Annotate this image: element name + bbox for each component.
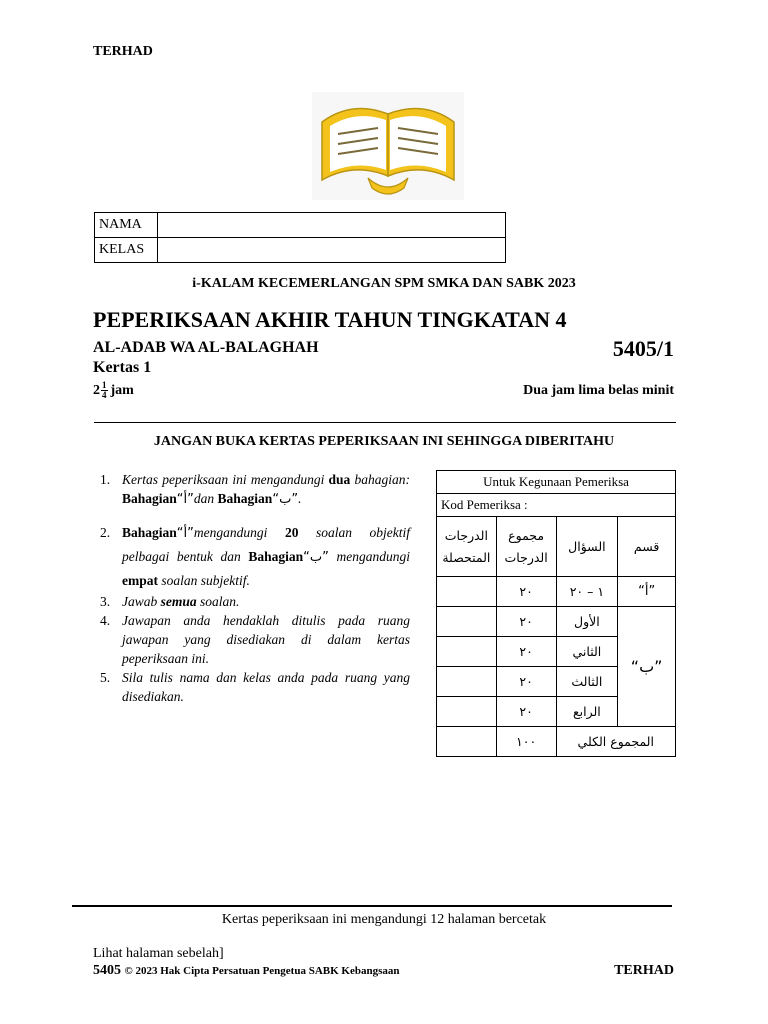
paper-number: Kertas 1 [93,359,152,376]
instruction-emphasis: dua [328,472,351,487]
instruction-text: Kertas peperiksaan ini mengandungi [122,472,329,487]
question-cell: الثالث [556,667,618,697]
duration-hours [93,381,134,400]
total-marks-cell: ٢٠ [496,577,556,607]
instruction-emphasis: Bahagian [217,491,273,506]
instruction-number: 1. [100,472,111,487]
total-marks-cell: ٢٠ [496,607,556,637]
paper-code: 5405/1 [612,336,674,361]
divider-bottom [72,905,672,907]
instruction-text: bahagian: [350,472,411,487]
instruction-item [96,592,410,611]
section-letter-ba: “ب” [272,492,299,507]
section-cell-a: “أ” [618,577,676,607]
instruction-number: 2. [100,525,111,540]
examiner-table-title: Untuk Kegunaan Pemeriksa [437,471,676,494]
instruction-emphasis: Bahagian [122,491,177,506]
warning-text: JANGAN BUKA KERTAS PEPERIKSAAN INI SEHINGGA DIBERITAHU [153,434,615,449]
examiner-table [436,470,676,757]
question-cell: الثاني [556,637,618,667]
section-letter-alif: “أ” [176,492,194,507]
footer-paper-code: 5405 [93,963,121,978]
candidate-info-table [94,212,506,263]
instruction-text: mengandungi [328,549,410,564]
duration-words: Dua jam lima belas minit [523,383,674,398]
instruction-text: soalan. [196,594,240,609]
header-marks-obtained: الدرجات المتحصلة [437,517,497,577]
instruction-emphasis: Bahagian [248,549,304,564]
class-field[interactable] [158,238,506,263]
divider-top [94,422,676,423]
instructions-list [96,470,410,706]
class-label: KELAS [95,238,158,263]
question-cell: الأول [556,607,618,637]
instruction-text: Sila tulis nama dan kelas anda pada ruang yang disediakan. [122,670,410,704]
instruction-item [96,470,410,509]
duration-numerator: 1 [102,380,107,390]
section-letter-ba: “ب” [303,550,329,565]
classification-label-bottom: TERHAD [614,963,674,978]
marks-cell[interactable] [437,697,497,727]
copyright-text: © 2023 Hak Cipta Persatuan Pengetua SABK Kebangsaan [124,965,400,977]
question-cell: الرابع [556,697,618,727]
total-marks-cell: ٢٠ [496,667,556,697]
instruction-text: . [298,491,302,506]
next-page-note: Lihat halaman sebelah] [93,946,224,961]
name-label: NAMA [95,213,158,238]
grand-total-value: ١٠٠ [496,727,556,757]
instruction-number: 4. [100,613,111,628]
competition-title: i-KALAM KECEMERLANGAN SPM SMKA DAN SABK 2023 [192,276,576,291]
total-marks-cell: ٢٠ [496,697,556,727]
examiner-code-label: Kod Pemeriksa : [441,497,528,512]
marks-cell[interactable] [437,667,497,697]
marks-cell[interactable] [437,607,497,637]
instruction-emphasis: Bahagian [122,525,177,540]
page-count-text: Kertas peperiksaan ini mengandungi 12 halaman bercetak [221,912,547,927]
instruction-item [96,521,410,592]
section-cell-b: “ب” [618,607,676,727]
classification-label-top: TERHAD [93,44,153,59]
instruction-text: Jawapan anda hendaklah ditulis pada ruang jawapan yang disediakan di dalam kertas peperiksaan ini. [122,613,410,666]
marks-cell[interactable] [437,637,497,667]
instruction-item [96,668,410,706]
grand-total-label: المجموع الكلي [556,727,676,757]
instruction-emphasis: 20 [284,525,299,540]
duration-whole: 2 [93,382,100,398]
instruction-item [96,611,410,668]
section-letter-alif: “أ” [176,526,194,541]
marks-cell[interactable] [437,577,497,607]
instruction-text: mengandungi [193,525,285,540]
duration-unit: jam [110,382,134,398]
instruction-emphasis: empat [122,573,158,588]
instruction-text: dan [193,491,218,506]
question-cell: ١ – ٢٠ [556,577,618,607]
total-marks-cell: ٢٠ [496,637,556,667]
instruction-emphasis: semua [160,594,197,609]
instruction-number: 5. [100,670,111,685]
instruction-number: 3. [100,594,111,609]
examiner-code-field[interactable] [437,494,676,517]
header-section: قسم [618,517,676,577]
header-question: السؤال [556,517,618,577]
book-logo-icon [312,92,464,200]
exam-title: PEPERIKSAAN AKHIR TAHUN TINGKATAN 4 [93,307,567,332]
name-field[interactable] [158,213,506,238]
footer-code [93,963,400,979]
instruction-text: Jawab [122,594,161,609]
subject-title: AL-ADAB WA AL-BALAGHAH [93,339,319,356]
grand-total-marks-cell[interactable] [437,727,497,757]
duration-fraction [101,381,108,400]
header-total-marks: مجموع الدرجات [496,517,556,577]
instruction-text: soalan subjektif. [158,573,250,588]
duration-denominator: 4 [102,390,107,400]
instruction-text: soalan objektif pelbagai bentuk dan [122,525,410,564]
